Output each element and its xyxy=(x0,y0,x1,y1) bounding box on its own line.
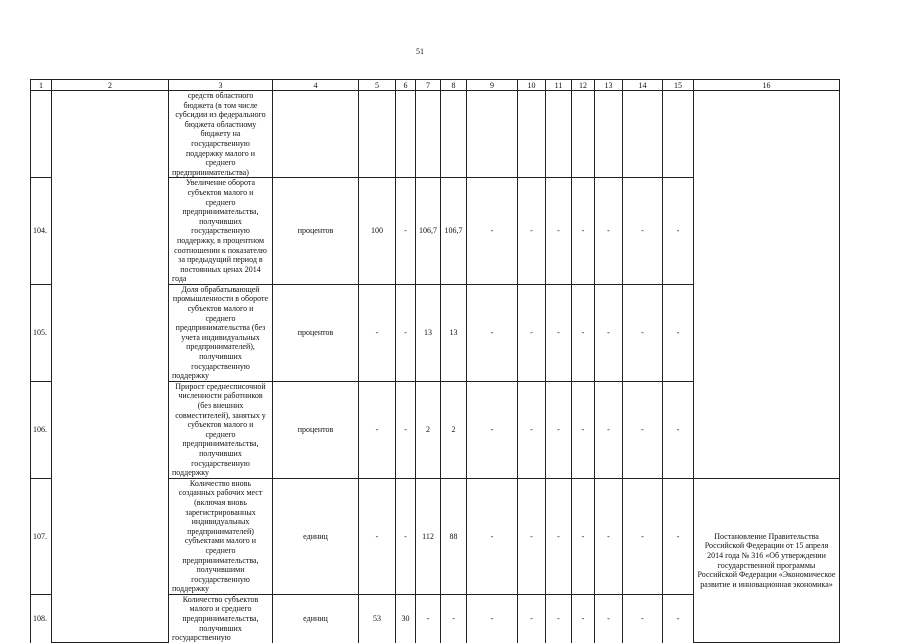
unit-cell: процентов xyxy=(273,178,359,285)
value-cell: - xyxy=(518,381,546,478)
value-cell: - xyxy=(518,478,546,594)
value-cell: 88 xyxy=(441,478,467,594)
row-number: 108. xyxy=(31,594,52,642)
page-number: 51 xyxy=(416,47,424,56)
value-cell: - xyxy=(546,381,572,478)
value-cell: - xyxy=(595,478,623,594)
unit-cell: единиц xyxy=(273,594,359,642)
unit-cell xyxy=(273,91,359,178)
value-cell: - xyxy=(595,284,623,381)
value-cell: - xyxy=(359,284,396,381)
value-cell: - xyxy=(359,478,396,594)
value-cell xyxy=(623,91,663,178)
value-cell: - xyxy=(396,478,416,594)
value-cell: - xyxy=(546,478,572,594)
column-header: 16 xyxy=(694,80,840,91)
column-header: 9 xyxy=(467,80,518,91)
value-cell xyxy=(546,91,572,178)
indicator-name: Увеличение оборота субъектов малого и среднего предпринимательства, получивших государственную поддержку, в процентном соотношении к показателю за предыдущий период в постоянных ценах 2014 года xyxy=(169,178,273,285)
value-cell xyxy=(467,91,518,178)
value-cell xyxy=(572,91,595,178)
unit-cell: процентов xyxy=(273,284,359,381)
value-cell: - xyxy=(467,178,518,285)
value-cell xyxy=(595,91,623,178)
value-cell: 2 xyxy=(441,381,467,478)
column-header: 15 xyxy=(663,80,694,91)
value-cell: - xyxy=(441,594,467,642)
value-cell: 13 xyxy=(441,284,467,381)
indicator-name: средств областного бюджета (в том числе субсидии из федерального бюджета областному бюджету на государственную поддержку малого и среднего предпринимательства) xyxy=(169,91,273,178)
value-cell: - xyxy=(546,594,572,642)
value-cell: - xyxy=(595,381,623,478)
column-header: 4 xyxy=(273,80,359,91)
unit-cell: процентов xyxy=(273,381,359,478)
indicator-name: Доля обрабатывающей промышленности в обороте субъектов малого и среднего предпринимательства (без учета индивидуальных предпринимателей), получивших государственную поддержку xyxy=(169,284,273,381)
column-numbers-row xyxy=(31,80,840,91)
value-cell: - xyxy=(663,478,694,594)
value-cell: - xyxy=(572,178,595,285)
column-header: 11 xyxy=(546,80,572,91)
column-header: 8 xyxy=(441,80,467,91)
value-cell xyxy=(663,91,694,178)
value-cell: 30 xyxy=(396,594,416,642)
column-header: 2 xyxy=(52,80,169,91)
column-header: 6 xyxy=(396,80,416,91)
value-cell: - xyxy=(663,178,694,285)
value-cell: - xyxy=(396,284,416,381)
value-cell: - xyxy=(572,594,595,642)
value-cell xyxy=(396,91,416,178)
value-cell: - xyxy=(416,594,441,642)
column-header: 14 xyxy=(623,80,663,91)
value-cell: - xyxy=(396,381,416,478)
value-cell: 106,7 xyxy=(441,178,467,285)
program-cell xyxy=(52,91,169,643)
indicator-name: Количество субъектов малого и среднего предпринимательства, получивших государственную xyxy=(169,594,273,642)
value-cell: - xyxy=(595,594,623,642)
column-header: 13 xyxy=(595,80,623,91)
value-cell: - xyxy=(546,178,572,285)
value-cell xyxy=(518,91,546,178)
value-cell: - xyxy=(396,178,416,285)
value-cell: 2 xyxy=(416,381,441,478)
column-header: 3 xyxy=(169,80,273,91)
row-number: 107. xyxy=(31,478,52,594)
value-cell xyxy=(441,91,467,178)
value-cell: - xyxy=(467,478,518,594)
value-cell: 53 xyxy=(359,594,396,642)
column-header: 10 xyxy=(518,80,546,91)
value-cell: - xyxy=(518,284,546,381)
value-cell: - xyxy=(546,284,572,381)
value-cell: - xyxy=(572,478,595,594)
unit-cell: единиц xyxy=(273,478,359,594)
value-cell: - xyxy=(623,594,663,642)
value-cell: 100 xyxy=(359,178,396,285)
value-cell: 13 xyxy=(416,284,441,381)
indicator-name: Количество вновь созданных рабочих мест (включая вновь зарегистрированных индивидуальных предпринимателей) субъектами малого и среднего предпринимательства, получившими государственную поддержку xyxy=(169,478,273,594)
value-cell: - xyxy=(467,284,518,381)
value-cell: - xyxy=(572,381,595,478)
row-number: 104. xyxy=(31,178,52,285)
column-header: 5 xyxy=(359,80,396,91)
value-cell xyxy=(416,91,441,178)
value-cell xyxy=(359,91,396,178)
row-number: 105. xyxy=(31,284,52,381)
value-cell: - xyxy=(572,284,595,381)
value-cell: - xyxy=(595,178,623,285)
basis-cell-upper xyxy=(694,91,840,479)
value-cell: 112 xyxy=(416,478,441,594)
value-cell: - xyxy=(663,381,694,478)
value-cell: - xyxy=(518,594,546,642)
indicator-name: Прирост среднесписочной численности работников (без внешних совместителей), занятых у субъектов малого и среднего предпринимательства, получивших государственную поддержку xyxy=(169,381,273,478)
value-cell: - xyxy=(663,594,694,642)
legal-basis: Постановление Правительства Российской Федерации от 15 апреля 2014 года № 316 «Об утверждении государственной программы Российской Федерации «Экономическое развитие и инновационная экономика» xyxy=(694,478,840,643)
column-header: 7 xyxy=(416,80,441,91)
table-row xyxy=(31,91,840,178)
value-cell: - xyxy=(623,284,663,381)
indicators-table xyxy=(30,79,840,643)
value-cell: - xyxy=(467,594,518,642)
value-cell: - xyxy=(623,178,663,285)
value-cell: - xyxy=(623,381,663,478)
row-number: 106. xyxy=(31,381,52,478)
value-cell: - xyxy=(663,284,694,381)
value-cell: 106,7 xyxy=(416,178,441,285)
row-number xyxy=(31,91,52,178)
value-cell: - xyxy=(623,478,663,594)
value-cell: - xyxy=(359,381,396,478)
column-header: 1 xyxy=(31,80,52,91)
value-cell: - xyxy=(518,178,546,285)
value-cell: - xyxy=(467,381,518,478)
column-header: 12 xyxy=(572,80,595,91)
